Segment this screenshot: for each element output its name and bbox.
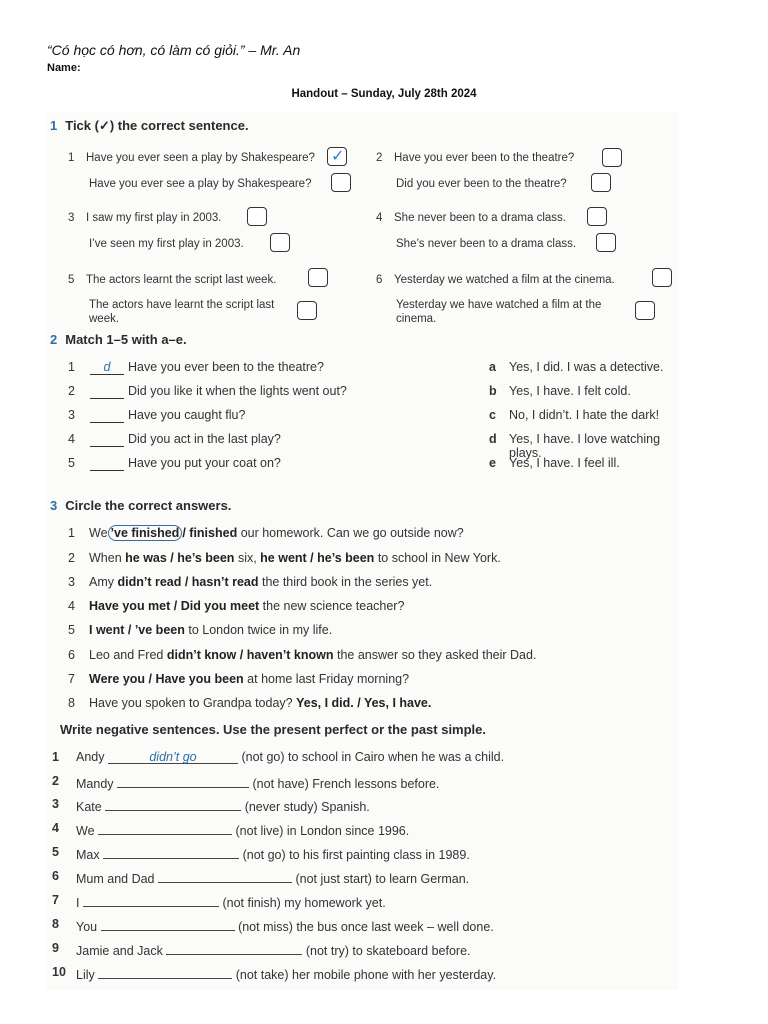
- ex2-answer-blank-1[interactable]: d: [90, 360, 124, 375]
- ex1-item-4b: She’s never been to a drama class.: [396, 238, 577, 250]
- ex1-item-6b: Yesterday we have watched a film at the cinema.: [396, 299, 602, 325]
- ex1-checkbox-6b[interactable]: [635, 301, 655, 320]
- ex1-item-1a: 1 Have you ever seen a play by Shakespeare?: [68, 152, 315, 164]
- ex4-answer-line-2[interactable]: [117, 774, 249, 788]
- ex4-answer-line-6[interactable]: [158, 869, 292, 883]
- ex1-checkbox-2a[interactable]: [602, 148, 622, 167]
- ex4-answer-line-5[interactable]: [103, 845, 239, 859]
- ex2-answer-blank-5[interactable]: [90, 456, 124, 471]
- name-label: Name:: [47, 62, 81, 74]
- exercise-1-heading: 1 Tick (✓) the correct sentence.: [50, 118, 249, 133]
- ex2-answer-blank-3[interactable]: [90, 408, 124, 423]
- ex1-checkbox-5a[interactable]: [308, 268, 328, 287]
- ex2-row-5: 5 Have you put your coat on? e Yes, I have. I feel ill.: [68, 456, 620, 470]
- ex3-option-circled[interactable]: ’ve finished: [108, 525, 183, 541]
- check-mark-icon: ✓: [331, 148, 345, 165]
- ex4-answer-line-9[interactable]: [166, 941, 302, 955]
- ex2-row-1: 1 d Have you ever been to the theatre? a Yes, I did. I was a detective.: [68, 360, 664, 374]
- ex1-checkbox-3a[interactable]: [247, 207, 267, 226]
- ex1-item-5a: 5 The actors learnt the script last week.: [68, 274, 277, 286]
- ex1-checkbox-6a[interactable]: [652, 268, 672, 287]
- ex3-option[interactable]: he was / he’s been: [125, 551, 235, 565]
- ex3-option[interactable]: didn’t know / haven’t known: [166, 648, 334, 662]
- ex4-answer-line-1[interactable]: didn’t go: [108, 750, 238, 764]
- ex1-checkbox-3b[interactable]: [270, 233, 290, 252]
- ex4-answer-line-7[interactable]: [83, 893, 219, 907]
- ex3-option[interactable]: I went / ’ve been: [89, 623, 185, 637]
- ex2-row-3: 3 Have you caught flu? c No, I didn’t. I hate the dark!: [68, 408, 660, 422]
- header-quote: “Có học có hơn, có làm có giỏi.” – Mr. An: [47, 42, 301, 58]
- ex1-item-6a: 6 Yesterday we watched a film at the cinema.: [376, 274, 615, 286]
- ex3-option[interactable]: he went / he’s been: [260, 551, 375, 565]
- ex4-answer-line-8[interactable]: [101, 917, 235, 931]
- ex1-item-1b: Have you ever see a play by Shakespeare?: [89, 178, 312, 190]
- handout-title: Handout – Sunday, July 28th 2024: [291, 88, 477, 100]
- ex4-answer-line-4[interactable]: [98, 821, 232, 835]
- ex2-answer-blank-2[interactable]: [90, 384, 124, 399]
- ex1-checkbox-2b[interactable]: [591, 173, 611, 192]
- exercise-4-heading: Write negative sentences. Use the present perfect or the past simple.: [60, 722, 487, 737]
- ex1-item-2a: 2 Have you ever been to the theatre?: [376, 152, 575, 164]
- ex3-option[interactable]: Yes, I did. / Yes, I have.: [296, 696, 432, 710]
- ex1-item-2b: Did you ever been to the theatre?: [396, 178, 567, 190]
- worksheet-scan: 1 Tick (✓) the correct sentence. 1 Have you ever seen a play by Shakespeare? ✓ Have you ever see a play by Shakespeare? 2 Have you ever been to the theatre? Did you ever been to the theatre? 3 I saw my first play in 2003. I’ve seen my first play in 2003. 4 She never been to a drama class. She’s never been to a drama class. 5 The actors learnt the script last week. The actors have learnt the script last week. 6 Yesterday we watched a film at the cinema. Yesterday we have watched a film at the cinema. 2 Match 1–5 with a–e. 1 d Have you ever been to the theatre? a Yes, I did. I was a detective. 2 Did you like it when the lights went out? b Yes, I have. I felt cold. 3 Have you caught flu? c No, I didn’t. I hate the dark! 4 Did you act in the last play? d Yes, I have. I love watching plays. 5 Have you put your coat on? e Yes, I have. I feel ill. 3 Circle the correct answers. 1 We ’ve finished / finished our homework. Can we go outside now? 2 When he was / he’s been six, he went / he’s been to school in New York. 3 Amy didn’t read / hasn’t read the third book in the series yet. 4 Have you met / Did you meet the new science teacher? 5 I went / ’ve been to London twice in my life. 6 Leo and Fred didn’t know / haven’t known the answer so they asked their Dad. 7 Were you / Have you been at home last Friday morning? 8 Have you spoken to Grandpa today? Yes, I did. / Yes, I have. Write negative sentences. Use the present perfect or the past simple. 1 Andy didn’t go (not go) to school in Cairo when he was a child. 2 Mandy (not have) French lessons before. 3 Kate (never study) Spanish. 4 We (not live) in London since 1996. 5 Max (not go) to his first painting class in 1989. 6 Mum and Dad (not just start) to learn German. 7 I (not finish) my homework yet. 8 You (not miss) the bus once last week – well done. 9 Jamie and Jack (not try) to skateboard before. 10 Lily (not take) her mobile phone with her yesterday.: [46, 112, 678, 990]
- exercise-3-heading: 3 Circle the correct answers.: [50, 498, 232, 513]
- ex3-option[interactable]: Have you met / Did you meet: [89, 599, 260, 613]
- ex3-option[interactable]: didn’t read / hasn’t read: [117, 575, 259, 589]
- ex2-row-2: 2 Did you like it when the lights went out? b Yes, I have. I felt cold.: [68, 384, 631, 398]
- ex1-item-5b: The actors have learnt the script last week.: [89, 299, 275, 325]
- ex1-checkbox-4a[interactable]: [587, 207, 607, 226]
- ex1-item-3b: I’ve seen my first play in 2003.: [89, 238, 244, 250]
- ex1-checkbox-4b[interactable]: [596, 233, 616, 252]
- ex3-option[interactable]: Were you / Have you been: [89, 672, 244, 686]
- ex2-answer-blank-4[interactable]: [90, 432, 124, 447]
- ex4-answer-line-10[interactable]: [98, 965, 232, 979]
- ex3-option[interactable]: finished: [189, 526, 238, 540]
- ex1-item-3a: 3 I saw my first play in 2003.: [68, 212, 222, 224]
- ex4-answer-line-3[interactable]: [105, 797, 241, 811]
- ex1-checkbox-5b[interactable]: [297, 301, 317, 320]
- exercise-2-heading: 2 Match 1–5 with a–e.: [50, 332, 187, 347]
- ex1-item-4a: 4 She never been to a drama class.: [376, 212, 566, 224]
- ex2-row-4: 4 Did you act in the last play? d Yes, I have. I love watching plays.: [68, 432, 661, 460]
- ex1-checkbox-1a[interactable]: [327, 147, 347, 166]
- ex1-checkbox-1b[interactable]: [331, 173, 351, 192]
